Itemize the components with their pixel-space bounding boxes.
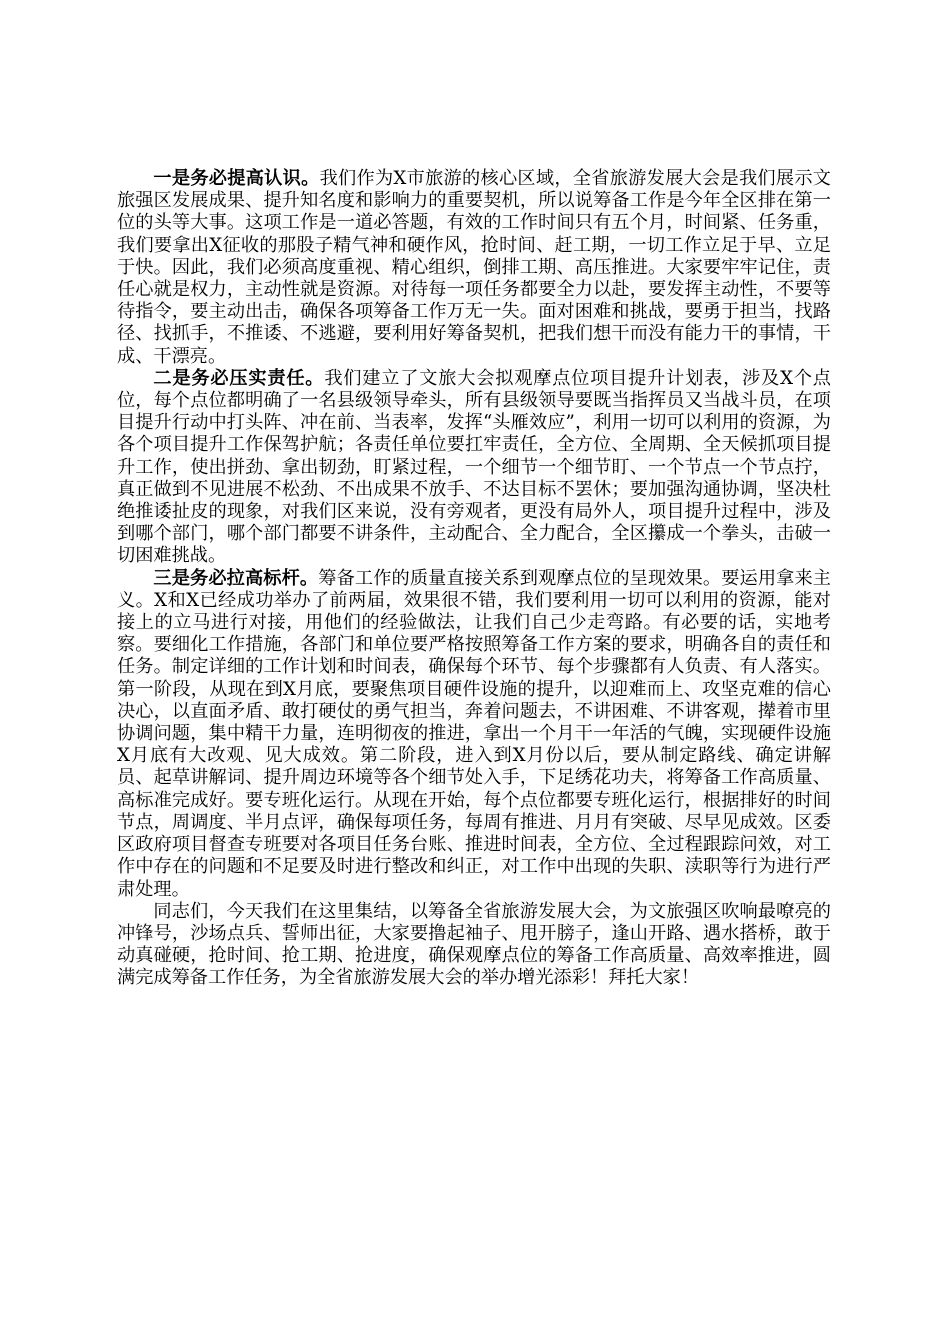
- paragraph-lead: 二是务必压实责任。: [153, 367, 325, 389]
- paragraph-closing: [117, 901, 831, 990]
- paragraph-text: 我们建立了文旅大会拟观摩点位项目提升计划表，涉及X个点位，每个点位都明确了一名县级领导牵头，所有县级领导要既当指挥员又当战斗员，在项目提升行动中打头阵、冲在前、当表率，发挥“头雁效应”，利用一切可以利用的资源，为各个项目提升工作保驾护航；各责任单位要扛牢责任，全方位、全周期、全天候抓项目提升工作，使出拼劲、拿出韧劲，盯紧过程，一个细节一个细节盯、一个节点一个节点拧，真正做到不见进展不松劲、不出成果不放手、不达目标不罢休；要加强沟通协调，坚决杜绝推诿扯皮的现象，对我们区来说，没有旁观者，更没有局外人，项目提升过程中，涉及到哪个部门，哪个部门都要不讲条件，主动配合、全力配合，全区攥成一个拳头，击破一切困难挑战。: [117, 367, 831, 567]
- paragraph-consolidate-responsibility: [117, 368, 831, 568]
- paragraph-raise-awareness: [117, 168, 831, 368]
- paragraph-lead: 一是务必提高认识。: [153, 168, 320, 189]
- paragraph-text: 筹备工作的质量直接关系到观摩点位的呈现效果。要运用拿来主义。X和X已经成功举办了前两届，效果很不错，我们要利用一切可以利用的资源，能对接上的立马进行对接，用他们的经验做法，让我们自己少走弯路。有必要的话，实地考察。要细化工作措施，各部门和单位要严格按照筹备工作方案的要求，明确各自的责任和任务。制定详细的工作计划和时间表，确保每个环节、每个步骤都有人负责、有人落实。第一阶段，从现在到X月底，要聚焦项目硬件设施的提升，以迎难而上、攻坚克难的信心决心，以直面矛盾、敢打硬仗的勇气担当，奔着问题去，不讲困难、不讲客观，撵着市里协调问题，集中精干力量，连明彻夜的推进，拿出一个月干一年活的气魄，实现硬件设施X月底有大改观、见大成效。第二阶段，进入到X月份以后，要从制定路线、确定讲解员、起草讲解词、提升周边环境等各个细节处入手，下足绣花功夫，将筹备工作高质量、高标准完成好。要专班化运行。从现在开始，每个点位都要专班化运行，根据排好的时间节点，周调度、半月点评，确保每项任务，每周有推进、月月有突破、尽早见成效。区委区政府项目督查专班要对各项目任务台账、推进时间表，全方位、全过程跟踪问效，对工作中存在的问题和不足要及时进行整改和纠正，对工作中出现的失职、渎职等行为进行严肃处理。: [117, 567, 831, 900]
- paragraph-text: 同志们，今天我们在这里集结，以筹备全省旅游发展大会，为文旅强区吹响最嘹亮的冲锋号，沙场点兵、誓师出征，大家要撸起袖子、甩开膀子，逢山开路、遇水搭桥，敢于动真碰硬，抢时间、抢工期、抢进度，确保观摩点位的筹备工作高质量、高效率推进，圆满完成筹备工作任务，为全省旅游发展大会的举办增光添彩！拜托大家！: [117, 900, 831, 989]
- paragraph-raise-benchmark: [117, 568, 831, 901]
- paragraph-text: 我们作为X市旅游的核心区域，全省旅游发展大会是我们展示文旅强区发展成果、提升知名度和影响力的重要契机，所以说筹备工作是今年全区排在第一位的头等大事。这项工作是一道必答题，有效的工作时间只有五个月，时间紧、任务重，我们要拿出X征收的那股子精气神和硬作风，抢时间、赶工期，一切工作立足于早、立足于快。因此，我们必须高度重视、精心组织，倒排工期、高压推进。大家要牢牢记住，责任心就是权力，主动性就是资源。对待每一项任务都要全力以赴，要发挥主动性，不要等待指令，要主动出击，确保各项筹备工作万无一失。面对困难和挑战，要勇于担当，找路径、找抓手，不推诿、不逃避，要利用好筹备契机，把我们想干而没有能力干的事情，干成、干漂亮。: [117, 168, 831, 367]
- document-body: [117, 168, 831, 990]
- paragraph-lead: 三是务必拉高标杆。: [153, 567, 319, 589]
